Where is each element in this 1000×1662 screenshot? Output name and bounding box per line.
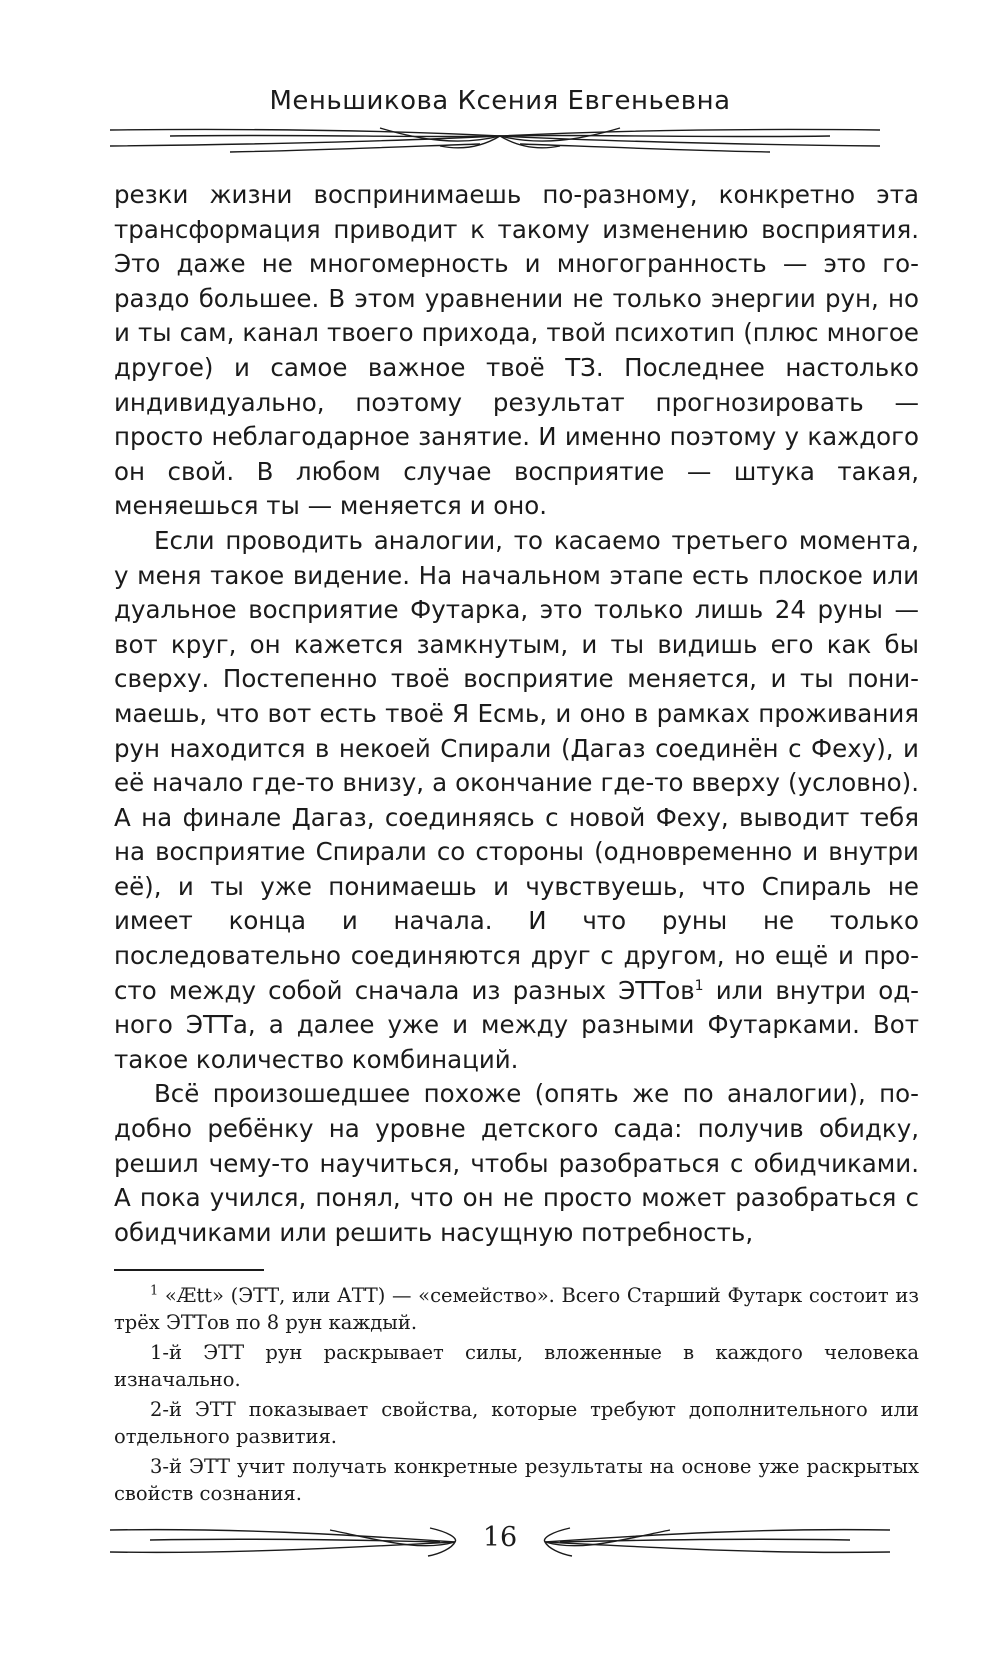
running-head: Меньшикова Ксения Евгеньевна: [269, 86, 731, 116]
paragraph-1: резки жизни воспринимаешь по-разному, конкретно эта трансформация приводит к такому изменению восприятия. Это даже не многомерность и многогранность — это гораздо большее. В этом уравнении не только энергии рун, но и ты сам, канал твоего прихода, твой психотип (плюс многое другое) и самое важное твоё ТЗ. Последнее настолько индивидуально, поэтому результат прогнозировать — просто неблагодарное занятие. И именно поэтому у каждого он свой. В любом случае восприятие — штука такая, меняешься ты — меняется и оно.: [114, 180, 919, 521]
footnote-1-line-2: 1-й ЭТТ рун раскрывает силы, вложенные в каждого человека изначально.: [114, 1341, 919, 1391]
paragraph-2-part-a: Если проводить аналогии, то касаемо третьего момента, у меня такое видение. На начальном этапе есть плоское или дуальное восприятие Футарка, это только лишь 24 руны — вот круг, он кажется замкнутым, и ты видишь его как бы сверху. Постепенно твоё восприятие меняется, и ты понимаешь, что вот есть твоё Я Есмь, и оно в рамках проживания рун находится в некоей Спирали (Дагаз соединён с Феху), и её начало где-то внизу, а окончание где-то вверху (условно). А на финале Дагаз, соединяясь с новой Феху, выводит тебя на восприятие Спирали со стороны (одновременно и внутри её), и ты уже понимаешь и чувствуешь, что Спираль не имеет конца и начала. И что руны не только последовательно соединяются друг с другом, но ещё и просто между собой сначала из разных ЭТТов: [114, 525, 919, 1005]
header-ornament: [0, 122, 1000, 162]
body-text: [114, 178, 919, 1250]
paragraph-2: [114, 524, 919, 1078]
footnote-divider: [114, 1269, 264, 1271]
footnote-reference: 1: [694, 977, 704, 994]
footnote-1-text: «Ætt» (ЭТТ, или АТТ) — «семейство». Всего Старший Футарк состоит из трёх ЭТТов по 8 рун каждый.: [114, 1284, 919, 1334]
footnote-1-line-4: 3-й ЭТТ учит получать конкретные результаты на основе уже раскрытых свойств сознания.: [114, 1455, 919, 1505]
footnote-1-mark: 1: [150, 1283, 159, 1299]
footnotes: [114, 1283, 919, 1511]
page-number: 16: [482, 1522, 518, 1553]
footnote-1: [114, 1283, 919, 1336]
paragraph-2-part-b: или внутри одного ЭТТа, а далее уже и между разными Футарками. Вот такое количество комбинаций.: [114, 975, 919, 1074]
footnote-1-line-3: 2-й ЭТТ показывает свойства, которые требуют дополнительного или отдельного развития.: [114, 1398, 919, 1448]
paragraph-3: Всё произошедшее похоже (опять же по аналогии), подобно ребёнку на уровне детского сада: получив обидку, решил чему-то научиться, чтобы разобраться с обидчиками. А пока учился, понял, что он не просто может разобраться с обидчиками или решить насущную потребность,: [114, 1079, 919, 1247]
